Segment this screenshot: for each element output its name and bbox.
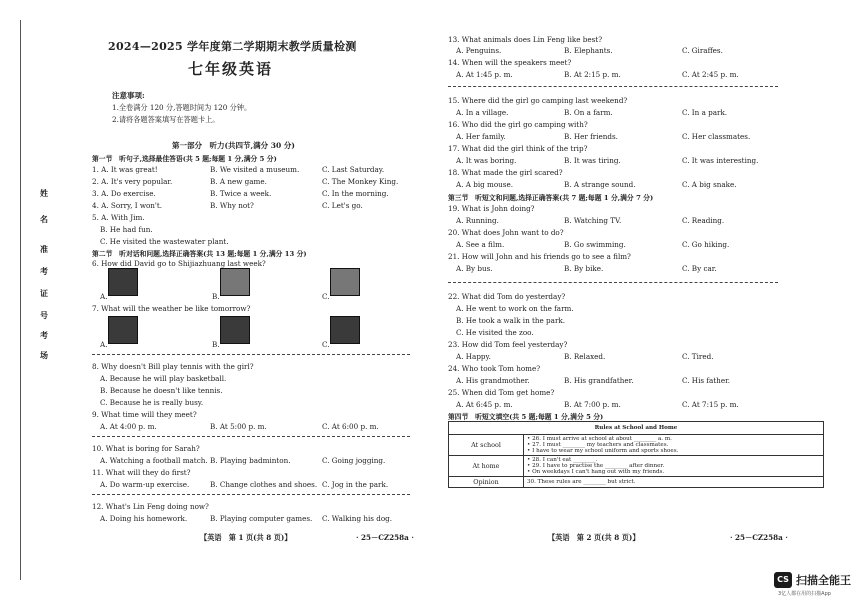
q8-question: 8. Why doesn't Bill play tennis with the girl?	[92, 362, 254, 371]
q13-option-c: C. Giraffes.	[682, 46, 723, 55]
table-title: Rules at School and Home	[449, 422, 824, 435]
q21-option-b: B. By bike.	[564, 264, 604, 273]
q12-question: 12. What's Lin Feng doing now?	[92, 502, 209, 511]
school-rules	[524, 435, 824, 456]
binding-line	[20, 20, 21, 580]
q20-option-a: A. See a film.	[456, 240, 505, 249]
q9-option-a: A. At 4:00 p. m.	[100, 422, 157, 431]
q20-option-b: B. Go swimming.	[564, 240, 626, 249]
q9-option-c: C. At 6:00 p. m.	[322, 422, 379, 431]
q5-option-c: C. He visited the wastewater plant.	[100, 237, 229, 246]
q6-option-a: A.	[100, 292, 108, 301]
q13-option-a: A. Penguins.	[456, 46, 502, 55]
q3-option-b: B. Twice a week.	[210, 189, 272, 198]
q10-option-c: C. Going jogging.	[322, 456, 386, 465]
q24-option-b: B. His grandfather.	[564, 376, 634, 385]
q23-option-b: B. Relaxed.	[564, 352, 606, 361]
q1-option-a: 1. A. It was great!	[92, 165, 158, 174]
q19-option-c: C. Reading.	[682, 216, 725, 225]
windy-weather-picture	[220, 316, 250, 344]
table-row	[449, 435, 824, 456]
opinion-label: Opinion	[449, 477, 524, 488]
train-picture	[108, 268, 138, 296]
note-2: 2.请将各题答案填写在答题卡上。	[112, 115, 220, 124]
q11-option-c: C. Jog in the park.	[322, 480, 389, 489]
q24-option-a: A. His grandmother.	[456, 376, 530, 385]
rule-item: • 27. I must ________ my teachers and classmates.	[527, 442, 669, 448]
q18-option-b: B. A strange sound.	[564, 180, 636, 189]
q14-question: 14. When will the speakers meet?	[448, 58, 572, 67]
divider	[92, 494, 410, 495]
opinion-item: 30. These rules are ________ but strict.	[524, 477, 824, 488]
rule-item: • I have to wear my school uniform and sports shoes.	[527, 448, 679, 454]
q10-question: 10. What is boring for Sarah?	[92, 444, 200, 453]
q11-option-b: B. Change clothes and shoes.	[210, 480, 318, 489]
q16-question: 16. Who did the girl go camping with?	[448, 120, 588, 129]
q9-question: 9. What time will they meet?	[92, 410, 197, 419]
scanner-logo-icon: CS	[774, 572, 792, 588]
q4-option-c: C. Let's go.	[322, 201, 363, 210]
side-label: 准	[40, 244, 48, 254]
q6-option-b: B.	[212, 292, 220, 301]
q13-option-b: B. Elephants.	[564, 46, 613, 55]
rule-item: • On weekdays I can't hang out with my friends.	[527, 469, 665, 475]
q8-option-b: B. Because he doesn't like tennis.	[100, 386, 223, 395]
q1-option-b: B. We visited a museum.	[210, 165, 300, 174]
q25-option-c: C. At 7:15 p. m.	[682, 400, 739, 409]
q7-option-c: C.	[322, 340, 330, 349]
q15-question: 15. Where did the girl go camping last weekend?	[448, 96, 628, 105]
q17-option-a: A. It was boring.	[456, 156, 517, 165]
q17-option-b: B. It was tiring.	[564, 156, 621, 165]
q25-option-a: A. At 6:45 p. m.	[456, 400, 513, 409]
notes-heading: 注意事项:	[112, 91, 145, 100]
q18-option-c: C. A big snake.	[682, 180, 737, 189]
side-label: 场	[40, 350, 48, 360]
q8-option-a: A. Because he will play basketball.	[100, 374, 227, 383]
table-header-row	[449, 422, 824, 435]
q21-option-c: C. By car.	[682, 264, 717, 273]
section-1-heading: 第一节 听句子,选择最佳答语(共 5 题;每题 1 分,满分 5 分)	[92, 155, 277, 163]
q23-option-a: A. Happy.	[456, 352, 491, 361]
rule-item: • 26. I must arrive at school at about ________ a. m.	[527, 436, 672, 442]
q4-option-b: B. Why not?	[210, 201, 254, 210]
q14-option-c: C. At 2:45 p. m.	[682, 70, 739, 79]
q18-question: 18. What made the girl scared?	[448, 168, 563, 177]
paper-code: · 25－CZ258a ·	[730, 533, 788, 542]
q7-option-b: B.	[212, 340, 220, 349]
side-label: 号	[40, 310, 48, 320]
section-2-heading: 第二节 听对话和问题,选择正确答案(共 13 题;每题 1 分,满分 13 分)	[92, 250, 307, 258]
q20-question: 20. What does John want to do?	[448, 228, 564, 237]
q7-option-a: A.	[100, 340, 108, 349]
q1-option-c: C. Last Saturday.	[322, 165, 385, 174]
q9-option-b: B. At 5:00 p. m.	[210, 422, 267, 431]
q25-option-b: B. At 7:00 p. m.	[564, 400, 621, 409]
q14-option-a: A. At 1:45 p. m.	[456, 70, 513, 79]
divider	[448, 86, 778, 87]
side-label: 证	[40, 288, 48, 298]
home-label: At home	[449, 456, 524, 477]
q10-option-a: A. Watching a football match.	[100, 456, 208, 465]
q7-question: 7. What will the weather be like tomorrow?	[92, 304, 251, 313]
q15-option-b: B. On a farm.	[564, 108, 613, 117]
q22-option-b: B. He took a walk in the park.	[456, 316, 566, 325]
q15-option-c: C. In a park.	[682, 108, 728, 117]
divider	[92, 436, 410, 437]
q16-option-c: C. Her classmates.	[682, 132, 751, 141]
paper-code: · 25－CZ258a ·	[356, 533, 414, 542]
q19-option-a: A. Running.	[456, 216, 499, 225]
q5-option-b: B. He had fun.	[100, 225, 153, 234]
divider	[92, 354, 410, 355]
q20-option-c: C. Go hiking.	[682, 240, 730, 249]
bike-picture	[330, 268, 360, 296]
rainy-weather-picture	[108, 316, 138, 344]
q3-option-c: C. In the morning.	[322, 189, 389, 198]
side-label: 考	[40, 330, 48, 340]
cloudy-weather-picture	[330, 316, 360, 344]
q16-option-b: B. Her friends.	[564, 132, 618, 141]
q12-option-a: A. Doing his homework.	[100, 514, 188, 523]
school-label: At school	[449, 435, 524, 456]
section-3-heading: 第三节 听短文和问题,选择正确答案(共 7 题;每题 1 分,满分 7 分)	[448, 194, 654, 202]
car-picture	[220, 268, 250, 296]
q14-option-b: B. At 2:15 p. m.	[564, 70, 621, 79]
subject-title: 七年级英语	[188, 60, 274, 78]
scanner-app-name: 扫描全能王	[796, 574, 851, 587]
q2-option-b: B. A new game.	[210, 177, 267, 186]
q22-question: 22. What did Tom do yesterday?	[448, 292, 566, 301]
q25-question: 25. When did Tom get home?	[448, 388, 555, 397]
rule-item: • 28. I can't eat ________.	[527, 457, 598, 463]
q15-option-a: A. In a village.	[456, 108, 509, 117]
side-label: 名	[40, 214, 48, 224]
q19-question: 19. What is John doing?	[448, 204, 535, 213]
rules-table	[448, 421, 824, 488]
q2-option-a: 2. A. It's very popular.	[92, 177, 173, 186]
page-footer: 【英语 第 2 页(共 8 页)】	[548, 533, 640, 542]
side-label: 姓	[40, 188, 48, 198]
q17-question: 17. What did the girl think of the trip?	[448, 144, 588, 153]
table-row	[449, 456, 824, 477]
q3-option-a: 3. A. Do exercise.	[92, 189, 156, 198]
side-label: 考	[40, 266, 48, 276]
table-row	[449, 477, 824, 488]
q8-option-c: C. Because he is really busy.	[100, 398, 204, 407]
q4-option-a: 4. A. Sorry, I won't.	[92, 201, 163, 210]
rule-item: • 29. I have to practise the ________ after dinner.	[527, 463, 665, 469]
section-4-heading: 第四节 听短文填空(共 5 题;每题 1 分,满分 5 分)	[448, 413, 604, 421]
q23-question: 23. How did Tom feel yesterday?	[448, 340, 568, 349]
q6-option-c: C.	[322, 292, 330, 301]
part-1-heading: 第一部分 听力(共四节,满分 30 分)	[172, 141, 295, 150]
q22-option-a: A. He went to work on the farm.	[456, 304, 574, 313]
q2-option-c: C. The Monkey King.	[322, 177, 399, 186]
q24-option-c: C. His father.	[682, 376, 730, 385]
q11-question: 11. What will they do first?	[92, 468, 191, 477]
q21-question: 21. How will John and his friends go to see a film?	[448, 252, 631, 261]
q21-option-a: A. By bus.	[456, 264, 493, 273]
q12-option-b: B. Playing computer games.	[210, 514, 313, 523]
q24-question: 24. Who took Tom home?	[448, 364, 541, 373]
q18-option-a: A. A big mouse.	[456, 180, 514, 189]
note-1: 1.全卷满分 120 分,答题时间为 120 分钟。	[112, 103, 252, 112]
page-footer: 【英语 第 1 页(共 8 页)】	[200, 533, 292, 542]
q11-option-a: A. Do warm-up exercise.	[100, 480, 190, 489]
q16-option-a: A. Her family.	[456, 132, 506, 141]
exam-title: 2024—2025 学年度第二学期期末教学质量检测	[108, 40, 357, 53]
q10-option-b: B. Playing badminton.	[210, 456, 291, 465]
q19-option-b: B. Watching TV.	[564, 216, 622, 225]
exam-page-2	[430, 0, 860, 608]
q6-question: 6. How did David go to Shijiazhuang last week?	[92, 259, 266, 268]
divider	[448, 282, 778, 283]
home-rules	[524, 456, 824, 477]
q22-option-c: C. He visited the zoo.	[456, 328, 534, 337]
scanner-tagline: 3亿人都在用的扫描App	[778, 591, 831, 597]
q23-option-c: C. Tired.	[682, 352, 714, 361]
q13-question: 13. What animals does Lin Feng like best?	[448, 35, 603, 44]
q17-option-c: C. It was interesting.	[682, 156, 759, 165]
q5-option-a: 5. A. With Jim.	[92, 213, 145, 222]
q12-option-c: C. Walking his dog.	[322, 514, 393, 523]
